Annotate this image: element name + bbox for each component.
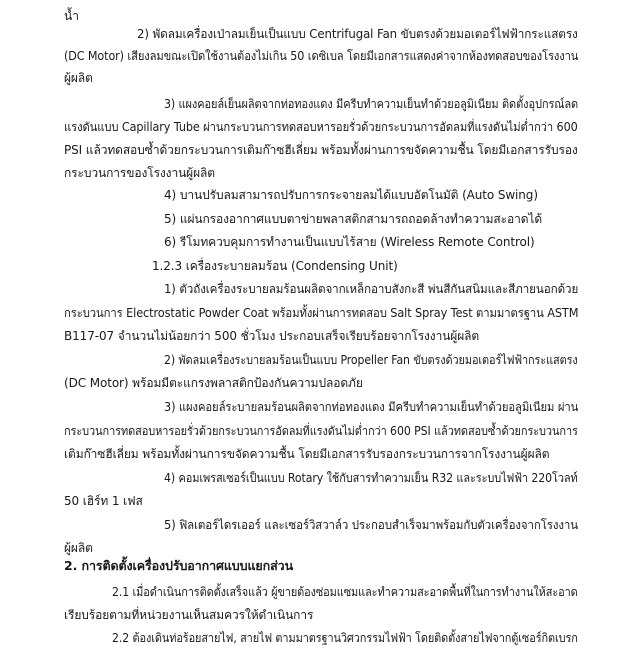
text-line: ผู้ผลิต — [64, 541, 93, 555]
text-line: 2.1 เมื่อดำเนินการติดตั้งเสร็จแล้ว ผู้ขายต้องซ่อมแซมและทำความสะอาดพื้นที่ในการทำงานให้สะอาด — [112, 585, 578, 599]
text-line: 1) ตัวถังเครื่องระบายลมร้อนผลิตจากเหล็กอาบสังกะสี พ่นสีกันสนิมและสีภายนอกด้วย — [164, 282, 579, 296]
text-line: 5) ฟิลเตอร์ไดรเออร์ และเซอร์วิสวาล์ว ประกอบสำเร็จมาพร้อมกับตัวเครื่องจากโรงงาน — [164, 518, 578, 532]
text-line: 2) พัดลมเครื่องระบายลมร้อนเป็นแบบ Propeller Fan ขับตรงด้วยมอเตอร์ไฟฟ้ากระแสตรง — [164, 353, 578, 367]
text-line: กระบวนการทดสอบหารอยรั่วด้วยกระบวนการอัดลมที่แรงดันไม่ต่ำกว่า 600 PSI แล้วทดสอบซ้ำด้วยกระบวนการ — [64, 424, 578, 438]
text-line: กระบวนการ Electrostatic Powder Coat พร้อมทั้งผ่านการทดสอบ Salt Spray Test ตามมาตรฐาน ASTM — [64, 306, 579, 320]
text-line: 5) แผ่นกรองอากาศแบบตาข่ายพลาสติกสามารถถอดล้างทำความสะอาดได้ — [164, 212, 543, 226]
text-line: 3) แผงคอยล์เย็นผลิตจากท่อทองแดง มีครีบทำความเย็นทำด้วยอลูมิเนียม ติดตั้งอุปกรณ์ลด — [164, 97, 579, 111]
section-title: 2. การติดตั้งเครื่องปรับอากาศแบบแยกส่วน — [64, 558, 294, 573]
text-line: 50 เฮิร์ท 1 เฟส — [64, 494, 143, 508]
section-heading: 1.2.3 เครื่องระบายลมร้อน (Condensing Unit) — [152, 259, 398, 273]
text-line: เติมก๊าซฮีเลี่ยม พร้อมทั้งผ่านการขจัดความชื้น โดยมีเอกสารรับรองกระบวนการจากโรงงานผู้ผลิต — [64, 447, 550, 461]
text-line: 6) รีโมทควบคุมการทำงานเป็นแบบไร้สาย (Wireless Remote Control) — [164, 235, 535, 249]
text-line: 3) แผงคอยล์ระบายลมร้อนผลิตจากท่อทองแดง มีครีบทำความเย็นทำด้วยอลูมิเนียม ผ่าน — [164, 400, 579, 414]
text-line: (DC Motor) พร้อมมีตะแกรงพลาสติกป้องกันความปลอดภัย — [64, 376, 363, 390]
text-line: แรงดันแบบ Capillary Tube ผ่านกระบวนการทดสอบหารอยรั่วด้วยกระบวนการอัดลมที่แรงดันไม่ต่ำกว่า 600 — [64, 120, 578, 134]
text-line: (DC Motor) เสียงลมขณะเปิดใช้งานต้องไม่เกิน 50 เดซิเบล โดยมีเอกสารแสดงค่าจากห้องทดสอบของโรงงาน — [64, 49, 579, 63]
text-line: 4) คอมเพรสเซอร์เป็นแบบ Rotary ใช้กับสารทำความเย็น R32 และระบบไฟฟ้า 220โวลท์ — [164, 471, 578, 485]
text-line: 2.2 ต้องเดินท่อร้อยสายไฟ, สายไฟ ตามมาตรฐานวิศวกรรมไฟฟ้า โดยติดตั้งสายไฟจากตู้เซอร์กิตเบรก — [112, 631, 578, 645]
text-line: ผู้ผลิต — [64, 71, 93, 85]
text-line: PSI แล้วทดสอบซ้ำด้วยกระบวนการเติมก๊าซฮีเลี่ยม พร้อมทั้งผ่านการขจัดความชื้น โดยมีเอกสารรับรอง — [64, 143, 578, 157]
text-line: เรียบร้อยตามที่หน่วยงานเห็นสมควรให้ดำเนินการ — [64, 608, 314, 622]
text-line: กระบวนการของโรงงานผู้ผลิต — [64, 166, 215, 180]
text-line: น้ำ — [64, 9, 79, 23]
text-line: 4) บานปรับลมสามารถปรับการกระจายลมได้แบบอัตโนมัติ (Auto Swing) — [164, 188, 538, 202]
text-line: B117-07 จำนวนไม่น้อยกว่า 500 ชั่วโมง ประกอบเสร็จเรียบร้อยจากโรงงานผู้ผลิต — [64, 329, 480, 343]
text-line: 2) พัดลมเครื่องเป่าลมเย็นเป็นแบบ Centrifugal Fan ขับตรงด้วยมอเตอร์ไฟฟ้ากระแสตรง — [137, 27, 578, 41]
